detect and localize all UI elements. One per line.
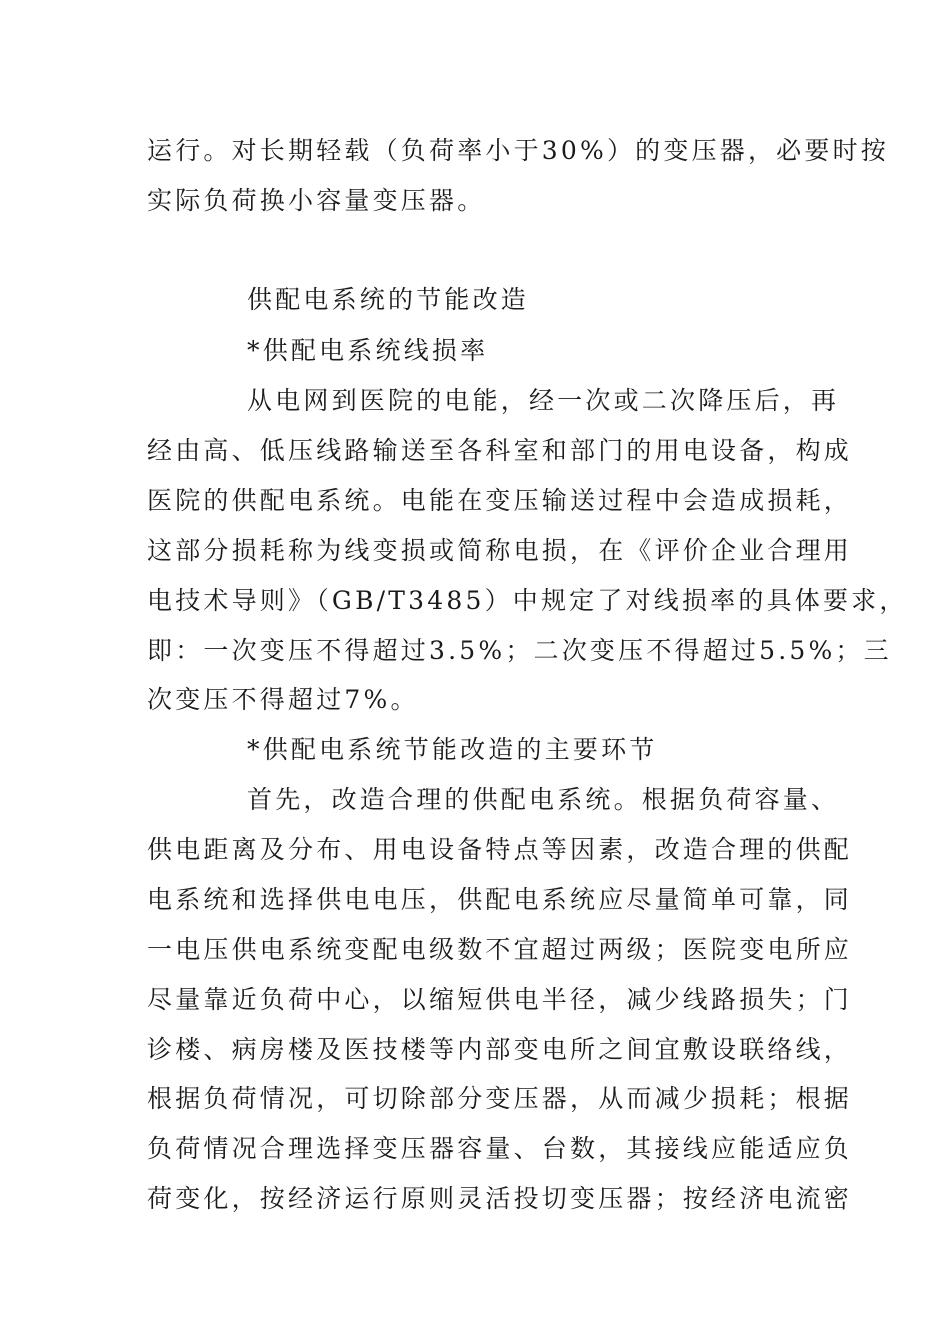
paragraph-line: 一电压供电系统变配电级数不宜超过两级；医院变电所应 bbox=[147, 935, 853, 964]
subsection-heading: *供配电系统线损率 bbox=[247, 336, 489, 365]
subsection-heading: *供配电系统节能改造的主要环节 bbox=[247, 735, 658, 764]
paragraph-line: 实际负荷换小容量变压器。 bbox=[147, 186, 486, 215]
paragraph-line: 次变压不得超过7%。 bbox=[147, 685, 419, 714]
paragraph-line: 电系统和选择供电电压，供配电系统应尽量简单可靠，同 bbox=[147, 885, 853, 914]
paragraph-line: 从电网到医院的电能，经一次或二次降压后，再 bbox=[247, 386, 840, 415]
paragraph-line: 供电距离及分布、用电设备特点等因素，改造合理的供配 bbox=[147, 835, 853, 864]
paragraph-line: 运行。对长期轻载（负荷率小于30%）的变压器，必要时按 bbox=[147, 136, 889, 165]
paragraph-line: 诊楼、病房楼及医技楼等内部变电所之间宜敷设联络线， bbox=[147, 1035, 853, 1064]
paragraph-line: 荷变化，按经济运行原则灵活投切变压器；按经济电流密 bbox=[147, 1184, 853, 1213]
paragraph-line: 经由高、低压线路输送至各科室和部门的用电设备，构成 bbox=[147, 436, 853, 465]
paragraph-line: 根据负荷情况，可切除部分变压器，从而减少损耗；根据 bbox=[147, 1084, 853, 1113]
paragraph-line: 即：一次变压不得超过3.5%；二次变压不得超过5.5%；三 bbox=[147, 636, 892, 665]
paragraph-line: 负荷情况合理选择变压器容量、台数，其接线应能适应负 bbox=[147, 1134, 853, 1163]
paragraph-line: 尽量靠近负荷中心，以缩短供电半径，减少线路损失；门 bbox=[147, 985, 853, 1014]
paragraph-line: 这部分损耗称为线变损或简称电损，在《评价企业合理用 bbox=[147, 536, 853, 565]
paragraph-line: 电技术导则》（GB/T3485）中规定了对线损率的具体要求， bbox=[147, 586, 908, 615]
section-heading: 供配电系统的节能改造 bbox=[247, 285, 530, 314]
paragraph-line: 医院的供配电系统。电能在变压输送过程中会造成损耗， bbox=[147, 486, 853, 515]
paragraph-line: 首先，改造合理的供配电系统。根据负荷容量、 bbox=[247, 785, 840, 814]
